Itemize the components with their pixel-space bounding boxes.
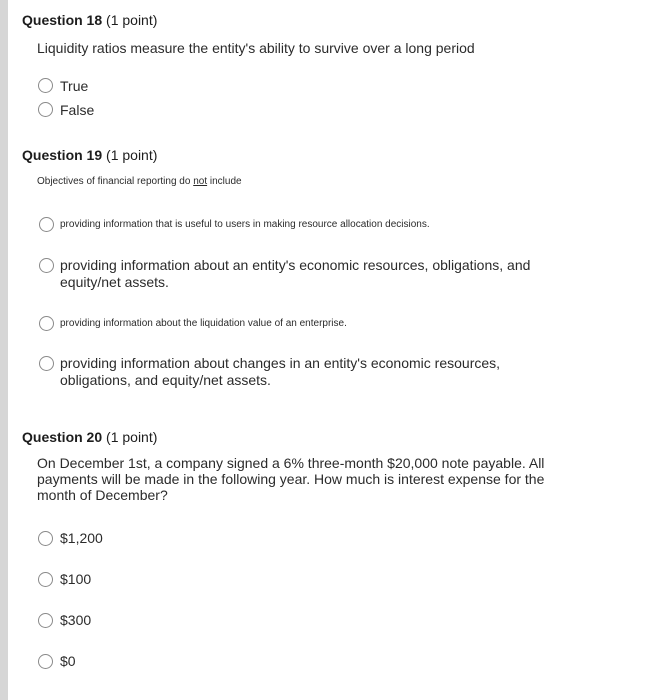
question-text-part: include (207, 176, 242, 187)
option-label: $300 (60, 612, 92, 628)
question-19-title (22, 147, 157, 163)
radio-option-3[interactable] (38, 613, 53, 628)
question-number: Question 20 (22, 429, 103, 445)
question-number: Question 18 (22, 12, 103, 28)
option-label: $100 (60, 571, 92, 587)
option-label: providing information about an entity's economic resources, obligations, and equity/net assets. (60, 257, 531, 290)
radio-false[interactable] (38, 102, 53, 117)
question-20-text: On December 1st, a company signed a 6% three-month $20,000 note payable. All payments will be made in the following year. How much is interest expense for the month of December? (37, 455, 545, 503)
option-label: providing information that is useful to users in making resource allocation decisions. (60, 219, 430, 230)
left-margin-bar (0, 0, 8, 700)
radio-option-3[interactable] (39, 316, 54, 331)
option-label: True (60, 78, 89, 94)
question-points: (1 point) (106, 12, 158, 28)
question-points: (1 point) (106, 429, 158, 445)
question-20-title (22, 429, 157, 445)
option-label: $1,200 (60, 530, 103, 546)
option-label: providing information about the liquidation value of an enterprise. (60, 318, 347, 329)
question-number: Question 19 (22, 147, 103, 163)
radio-option-1[interactable] (38, 531, 53, 546)
option-label: $0 (60, 653, 76, 669)
option-label: False (60, 102, 95, 118)
radio-true[interactable] (38, 78, 53, 93)
option-label: providing information about changes in an entity's economic resources, obligations, and equity/net assets. (60, 355, 501, 388)
question-18-title (22, 12, 157, 28)
question-points: (1 point) (106, 147, 158, 163)
question-19-text (37, 176, 242, 187)
radio-option-2[interactable] (38, 572, 53, 587)
radio-option-1[interactable] (39, 217, 54, 232)
question-text-emphasis: not (193, 176, 208, 187)
radio-option-4[interactable] (38, 654, 53, 669)
radio-option-4[interactable] (39, 356, 54, 371)
radio-option-2[interactable] (39, 258, 54, 273)
question-text-part: Objectives of financial reporting do (37, 176, 194, 187)
question-18-text: Liquidity ratios measure the entity's ability to survive over a long period (37, 40, 475, 56)
